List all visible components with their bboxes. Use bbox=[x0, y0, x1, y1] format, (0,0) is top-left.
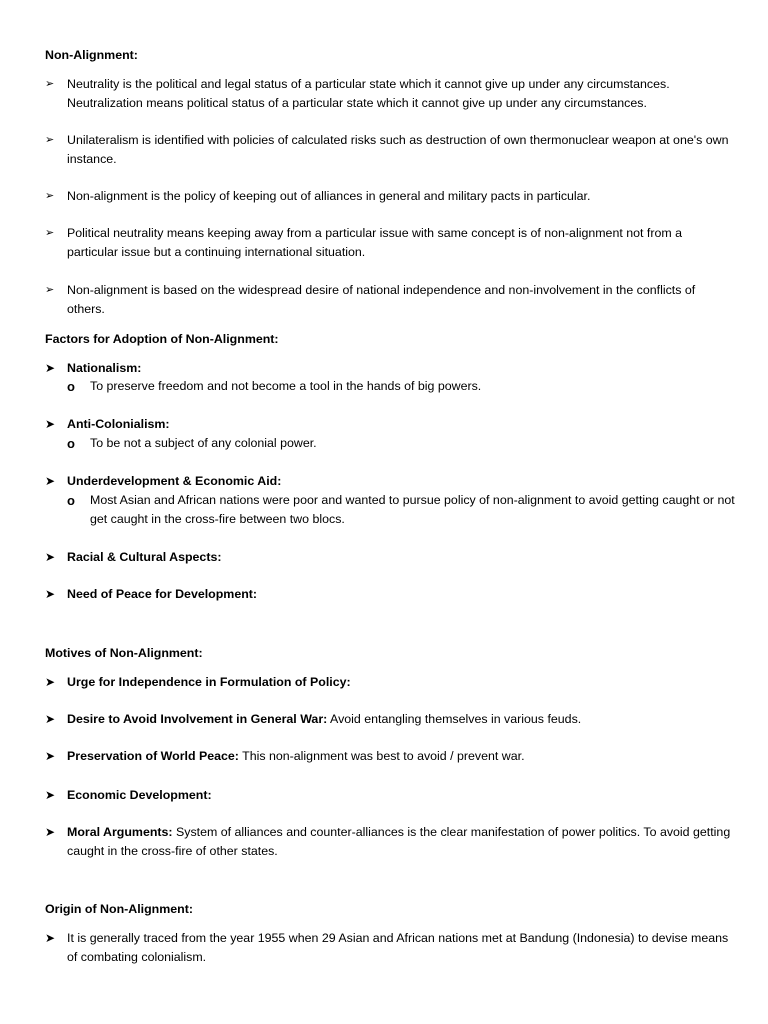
arrow-bullet-icon: ➢ bbox=[45, 227, 55, 239]
motive-description: Avoid entangling themselves in various feuds. bbox=[327, 712, 582, 726]
factor-label: Racial & Cultural Aspects: bbox=[67, 550, 222, 564]
definition-text: Non-alignment is based on the widespread desire of national independence and non-involvement in the conflicts of others. bbox=[67, 283, 696, 316]
motive-item bbox=[45, 786, 735, 805]
motive-text bbox=[67, 710, 735, 729]
motive-label: Preservation of World Peace: bbox=[67, 749, 239, 763]
factor-label: Need of Peace for Development: bbox=[67, 587, 258, 601]
factor-detail bbox=[67, 491, 735, 529]
factor-label: Underdevelopment & Economic Aid: bbox=[67, 474, 282, 488]
motive-description: System of alliances and counter-alliances is the clear manifestation of power politics. To avoid getting caught in the cross-fire of other states. bbox=[67, 825, 731, 858]
definition-item bbox=[45, 281, 735, 319]
factor-detail bbox=[67, 377, 735, 396]
factor-item bbox=[45, 548, 735, 567]
definition-item bbox=[45, 131, 735, 169]
arrow-bullet-icon: ➤ bbox=[45, 550, 56, 564]
section-heading-non-alignment: Non-Alignment: bbox=[45, 48, 138, 62]
arrow-bullet-icon: ➤ bbox=[45, 417, 56, 431]
factor-item bbox=[45, 472, 735, 491]
arrow-bullet-icon: ➤ bbox=[45, 788, 56, 802]
motive-label: Moral Arguments: bbox=[67, 825, 173, 839]
origin-text: It is generally traced from the year 1955 when 29 Asian and African nations met at Bandung (Indonesia) to devise means of combating colonialism. bbox=[67, 931, 729, 964]
section-heading-factors: Factors for Adoption of Non-Alignment: bbox=[45, 332, 279, 346]
arrow-bullet-icon: ➢ bbox=[45, 78, 55, 90]
circle-bullet-icon: o bbox=[67, 436, 75, 451]
factor-label: Nationalism: bbox=[67, 361, 142, 375]
motive-description: This non-alignment was best to avoid / prevent war. bbox=[238, 749, 525, 763]
factor-label: Anti-Colonialism: bbox=[67, 417, 170, 431]
factor-detail-text: Most Asian and African nations were poor and wanted to pursue policy of non-alignment to avoid getting caught or not get caught in the cross-fire between two blocs. bbox=[90, 493, 735, 526]
arrow-bullet-icon: ➤ bbox=[45, 749, 56, 763]
motive-label: Urge for Independence in Formulation of Policy: bbox=[67, 675, 351, 689]
factor-detail-text: To be not a subject of any colonial power. bbox=[90, 436, 317, 450]
factor-item bbox=[45, 359, 735, 378]
motive-label: Economic Development: bbox=[67, 788, 212, 802]
motive-text bbox=[67, 786, 735, 805]
motive-item bbox=[45, 673, 735, 692]
definition-item bbox=[45, 224, 735, 262]
arrow-bullet-icon: ➢ bbox=[45, 284, 55, 296]
definition-text: Unilateralism is identified with policies of calculated risks such as destruction of own thermonuclear weapon at one's own instance. bbox=[67, 133, 729, 166]
arrow-bullet-icon: ➤ bbox=[45, 825, 56, 839]
circle-bullet-icon: o bbox=[67, 493, 75, 508]
arrow-bullet-icon: ➤ bbox=[45, 931, 56, 945]
motive-label: Desire to Avoid Involvement in General War: bbox=[67, 712, 328, 726]
arrow-bullet-icon: ➤ bbox=[45, 474, 56, 488]
factor-item bbox=[45, 415, 735, 434]
arrow-bullet-icon: ➤ bbox=[45, 587, 56, 601]
section-heading-origin: Origin of Non-Alignment: bbox=[45, 902, 193, 916]
definition-text: Neutrality is the political and legal status of a particular state which it cannot give up under any circumstances. Neutralization means political status of a particular state which it cannot give up under any circumstances. bbox=[67, 77, 670, 110]
motive-item bbox=[45, 823, 735, 861]
arrow-bullet-icon: ➤ bbox=[45, 361, 56, 375]
factor-detail-text: To preserve freedom and not become a tool in the hands of big powers. bbox=[90, 379, 482, 393]
arrow-bullet-icon: ➤ bbox=[45, 675, 56, 689]
motive-text bbox=[67, 673, 735, 692]
definition-item bbox=[45, 187, 735, 206]
definition-text: Political neutrality means keeping away from a particular issue with same concept is of non-alignment not from a particular issue but a continuing international situation. bbox=[67, 226, 683, 259]
motive-item bbox=[45, 710, 735, 729]
arrow-bullet-icon: ➤ bbox=[45, 712, 56, 726]
factor-item bbox=[45, 585, 735, 604]
definition-text: Non-alignment is the policy of keeping out of alliances in general and military pacts in particular. bbox=[67, 189, 591, 203]
circle-bullet-icon: o bbox=[67, 379, 75, 394]
arrow-bullet-icon: ➢ bbox=[45, 134, 55, 146]
factor-detail bbox=[67, 434, 735, 453]
section-heading-motives: Motives of Non-Alignment: bbox=[45, 646, 203, 660]
motive-item bbox=[45, 747, 735, 766]
motive-text bbox=[67, 823, 735, 861]
definition-item bbox=[45, 75, 735, 113]
motive-text bbox=[67, 747, 735, 766]
arrow-bullet-icon: ➢ bbox=[45, 190, 55, 202]
origin-item bbox=[45, 929, 735, 967]
